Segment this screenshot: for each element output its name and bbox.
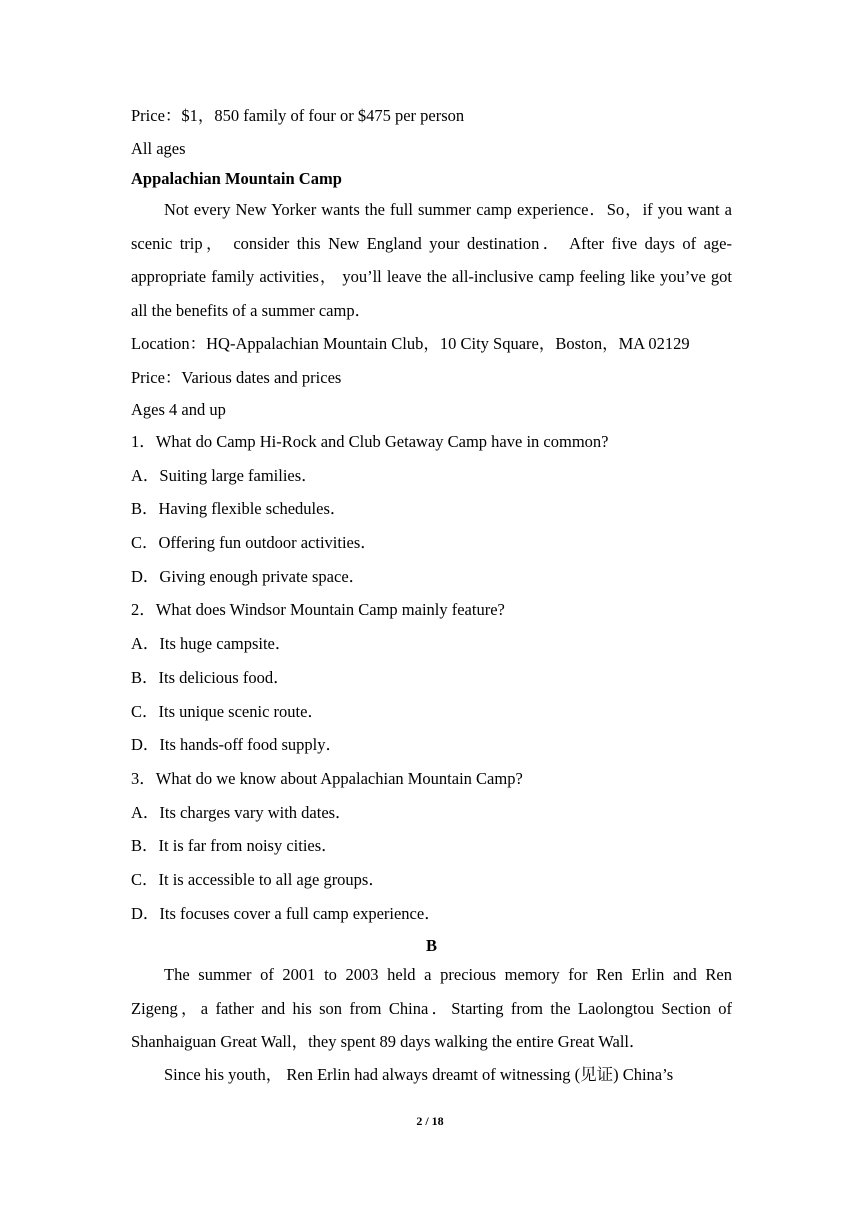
question-option: C．Offering fun outdoor activities． [131, 533, 377, 552]
price-line-2: Price：Various dates and prices [131, 368, 342, 387]
question-option: D．Giving enough private space． [131, 567, 366, 586]
question-stem: 1．What do Camp Hi-Rock and Club Getaway Camp have in common? [131, 432, 609, 451]
section-heading-b: B [425, 936, 437, 955]
ages-line-2: Ages 4 and up [131, 400, 226, 419]
ages-line: All ages [131, 139, 186, 158]
passage-b-paragraph-2: Since his youth， Ren Erlin had always dreamt of witnessing (见证) China’s [164, 1065, 674, 1084]
question-stem: 3．What do we know about Appalachian Mountain Camp? [131, 769, 523, 788]
price-line: Price：$1，850 family of four or $475 per person [131, 106, 465, 125]
question-option: D．Its hands-off food supply． [131, 735, 342, 754]
camp-paragraph: Not every New Yorker wants the full summer camp experience．So，if you want a scenic trip， consider this New England your destination． After five days of age-appropriate family activities， you’ll leave the all-inclusive camp feeling like you’ve got all the benefits of a summer camp． [131, 200, 732, 320]
page-number: 2 / 18 [416, 1114, 444, 1128]
location-line: Location：HQ-Appalachian Mountain Club，10 City Square，Boston，MA 02129 [131, 334, 690, 353]
question-option: B．It is far from noisy cities． [131, 836, 338, 855]
question-option: D．Its focuses cover a full camp experience． [131, 904, 441, 923]
passage-b-paragraph-1: The summer of 2001 to 2003 held a precious memory for Ren Erlin and Ren Zigeng，a father and his son from China．Starting from the Laolongtou Section of Shanhaiguan Great Wall，they spent 89 days walking the entire Great Wall． [131, 965, 732, 1051]
question-option: B．Its delicious food． [131, 668, 290, 687]
question-option: A．Its charges vary with dates． [131, 803, 352, 822]
question-option: B．Having flexible schedules． [131, 499, 347, 518]
question-option: A．Suiting large families． [131, 466, 318, 485]
question-option: C．It is accessible to all age groups． [131, 870, 385, 889]
question-stem: 2．What does Windsor Mountain Camp mainly feature? [131, 600, 505, 619]
question-option: A．Its huge campsite． [131, 634, 292, 653]
camp-heading: Appalachian Mountain Camp [131, 169, 342, 188]
question-option: C．Its unique scenic route． [131, 702, 324, 721]
